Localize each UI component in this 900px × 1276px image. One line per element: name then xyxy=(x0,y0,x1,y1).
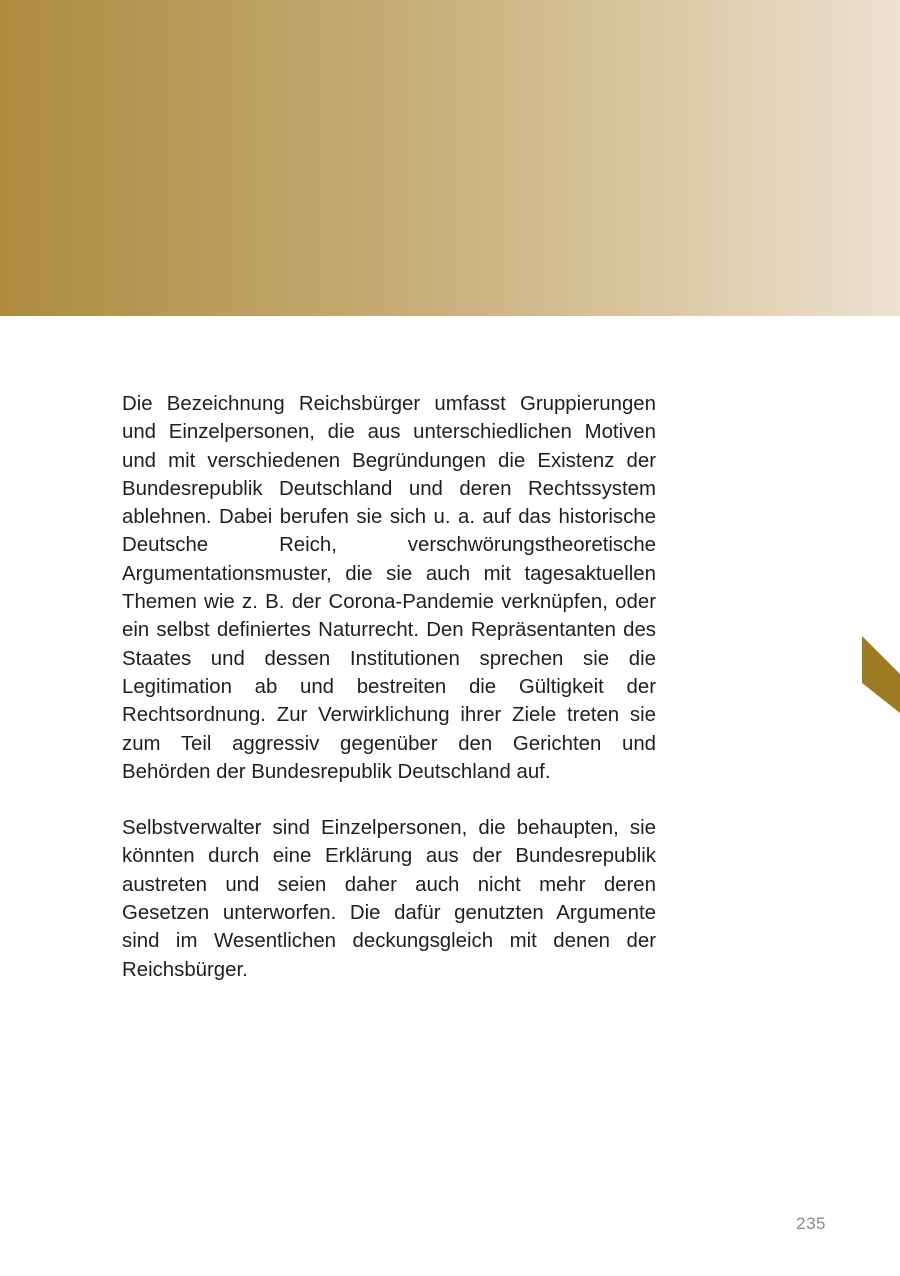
tab-marker-shape xyxy=(862,636,900,713)
header-color-band xyxy=(0,0,900,316)
chapter-tab-marker xyxy=(862,636,900,713)
page-number: 235 xyxy=(796,1214,826,1233)
paragraph-selbstverwalter: Selbstverwalter sind Einzelpersonen, die behaupten, sie könnten durch eine Erklärung aus der Bundesrepublik austreten und seien daher auch nicht mehr deren Gesetzen unterworfen. Die dafür genutzten Argumente sind im Wesentlichen deckungsgleich mit denen der Reichsbürger. xyxy=(122,817,656,981)
paragraph-reichsbuerger: Die Bezeichnung Reichsbürger umfasst Gruppierungen und Einzelpersonen, die aus unterschiedlichen Motiven und mit verschiedenen Begründungen die Existenz der Bundesrepublik Deutschland und deren Rechtssystem ablehnen. Dabei berufen sie sich u. a. auf das historische Deutsche Reich, verschwörungstheoretische Argumentationsmuster, die sie auch mit tagesaktuellen Themen wie z. B. der Corona-Pandemie verknüpfen, oder ein selbst definiertes Naturrecht. Den Repräsentanten des Staates und dessen Institutionen sprechen sie die Legitimation ab und bestreiten die Gültigkeit der Rechtsordnung. Zur Verwirklichung ihrer Ziele treten sie zum Teil aggressiv gegenüber den Gerichten und Behörden der Bundesrepublik Deutschland auf. xyxy=(122,393,656,783)
body-text xyxy=(122,390,656,1012)
